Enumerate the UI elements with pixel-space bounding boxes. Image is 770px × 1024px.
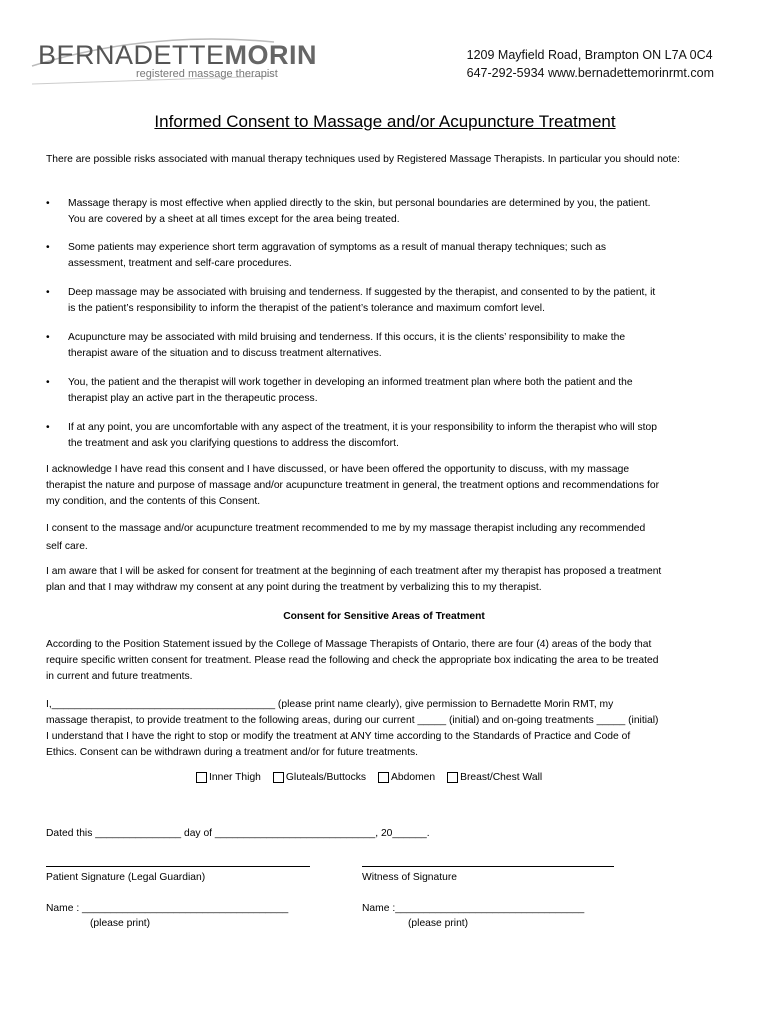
checkbox-label: Abdomen [391, 772, 436, 783]
checkbox-label: Gluteals/Buttocks [285, 772, 367, 783]
bullet-icon: • [46, 198, 50, 209]
consent-paragraph [46, 520, 722, 556]
bullet-line: Some patients may experience short term aggravation of symptoms as a result of manual therapy techniques; such as [68, 242, 606, 253]
patient-please-print: (please print) [90, 918, 151, 929]
paragraph-line: I acknowledge I have read this consent and I have discussed, or have been offered the opportunity to discuss, with my massage [46, 464, 630, 475]
bullet-icon: • [46, 422, 50, 433]
checkbox-icon[interactable] [273, 772, 284, 783]
logo-text-bold: MORIN [224, 40, 318, 70]
list-item [46, 375, 722, 407]
paragraph-line: I understand that I have the right to stop or modify the treatment at ANY time according to the Standards of Practice and Code of [46, 731, 631, 742]
logo-text [38, 40, 317, 70]
area-checkboxes [196, 772, 542, 783]
contact-block [467, 46, 714, 82]
paragraph-line: massage therapist, to provide treatment to the following areas, during our current _____ (initial) and on-going treatments _____ (initial) [46, 715, 659, 726]
checkbox-icon[interactable] [447, 772, 458, 783]
intro-paragraph [46, 152, 722, 168]
bullet-line: If at any point, you are uncomfortable with any aspect of the treatment, it is your responsibility to inform the therapist who will stop [68, 422, 657, 433]
checkbox-inner-thigh[interactable] [196, 772, 261, 783]
list-item [46, 420, 722, 452]
witness-signature-label: Witness of Signature [362, 872, 458, 883]
witness-signature-line[interactable] [362, 866, 614, 867]
checkbox-icon[interactable] [378, 772, 389, 783]
paragraph-line: Ethics. Consent can be withdrawn during a treatment and/or for future treatments. [46, 747, 419, 758]
bullet-icon: • [46, 287, 50, 298]
bullet-line: assessment, treatment and self-care procedures. [68, 258, 292, 269]
bullet-icon: • [46, 242, 50, 253]
checkbox-label: Inner Thigh [209, 772, 261, 783]
risk-list [46, 196, 722, 452]
paragraph-line: plan and that I may withdraw my consent at any point during the treatment by verbalizing this to my therapist. [46, 582, 542, 593]
paragraph-line: in current and future treatments. [46, 671, 193, 682]
bullet-icon: • [46, 377, 50, 388]
witness-please-print: (please print) [408, 918, 469, 929]
bullet-line: the treatment and ask you clarifying questions to address the discomfort. [68, 438, 399, 449]
aware-paragraph [46, 564, 722, 596]
patient-name-field[interactable]: Name : ____________________________________ [46, 903, 289, 914]
position-paragraph [46, 637, 722, 685]
checkbox-gluteals-buttocks[interactable] [273, 772, 366, 783]
bullet-line: Acupuncture may be associated with mild bruising and tenderness. If this occurs, it is the clients’ responsibility to make the [68, 332, 626, 343]
list-item [46, 196, 722, 228]
patient-signature-line[interactable] [46, 866, 310, 867]
list-item [46, 285, 722, 317]
bullet-list [46, 196, 722, 452]
paragraph-line: self care. [46, 541, 88, 552]
bullet-line: is the patient’s responsibility to inform the therapist of the patient’s tolerance and maximum comfort level. [68, 303, 545, 314]
bullet-icon: • [46, 332, 50, 343]
list-item [46, 330, 722, 362]
paragraph-line: require specific written consent for treatment. Please read the following and check the appropriate box indicating the area to be treated [46, 655, 659, 666]
date-field[interactable]: Dated this _______________ day of ____________________________, 20______. [46, 828, 430, 839]
bullet-line: Deep massage may be associated with bruising and tenderness. If suggested by the therapist, and consented to by the patient, it [68, 287, 656, 298]
patient-signature-label: Patient Signature (Legal Guardian) [46, 872, 206, 883]
bullet-line: therapist play an active part in the therapeutic process. [68, 393, 318, 404]
paragraph-line: I,_______________________________________ (please print name clearly), give permission to Bernadette Morin RMT, my [46, 699, 614, 710]
logo-text-light: BERNADETTE [38, 40, 225, 70]
paragraph-line: I am aware that I will be asked for consent for treatment at the beginning of each treatment after my therapist has proposed a treatment [46, 566, 662, 577]
paragraph-line: my condition, and the contents of this Consent. [46, 496, 261, 507]
bullet-line: You, the patient and the therapist will work together in developing an informed treatment plan where both the patient and the [68, 377, 633, 388]
paragraph-line: I consent to the massage and/or acupuncture treatment recommended to me by my massage therapist including any recommended [46, 523, 646, 534]
witness-name-field[interactable]: Name :_________________________________ [362, 903, 585, 914]
acknowledge-paragraph [46, 462, 722, 510]
intro-text: There are possible risks associated with manual therapy techniques used by Registered Massage Therapists. In particular you should note: [46, 154, 680, 165]
bullet-line: Massage therapy is most effective when applied directly to the skin, but personal boundaries are determined by you, the patient. [68, 198, 651, 209]
permission-paragraph [46, 697, 722, 761]
document-title: Informed Consent to Massage and/or Acupuncture Treatment [154, 112, 616, 131]
bullet-line: You are covered by a sheet at all times except for the area being treated. [68, 214, 400, 225]
list-item [46, 240, 722, 272]
bullet-line: therapist aware of the situation and to discuss treatment alternatives. [68, 348, 382, 359]
checkbox-abdomen[interactable] [378, 772, 435, 783]
phone-website: 647-292-5934 www.bernadettemorinrmt.com [466, 66, 714, 80]
logo [28, 36, 318, 86]
address: 1209 Mayfield Road, Brampton ON L7A 0C4 [466, 48, 713, 62]
paragraph-line: therapist the nature and purpose of massage and/or acupuncture treatment in general, the treatment options and recommendations for [46, 480, 660, 491]
paragraph-line: According to the Position Statement issued by the College of Massage Therapists of Ontario, there are four (4) areas of the body that [46, 639, 652, 650]
logo-subtitle: registered massage therapist [136, 68, 278, 80]
sensitive-areas-heading: Consent for Sensitive Areas of Treatment [283, 611, 485, 622]
checkbox-breast-chest-wall[interactable] [447, 772, 542, 783]
checkbox-icon[interactable] [196, 772, 207, 783]
checkbox-label: Breast/Chest Wall [460, 772, 543, 783]
